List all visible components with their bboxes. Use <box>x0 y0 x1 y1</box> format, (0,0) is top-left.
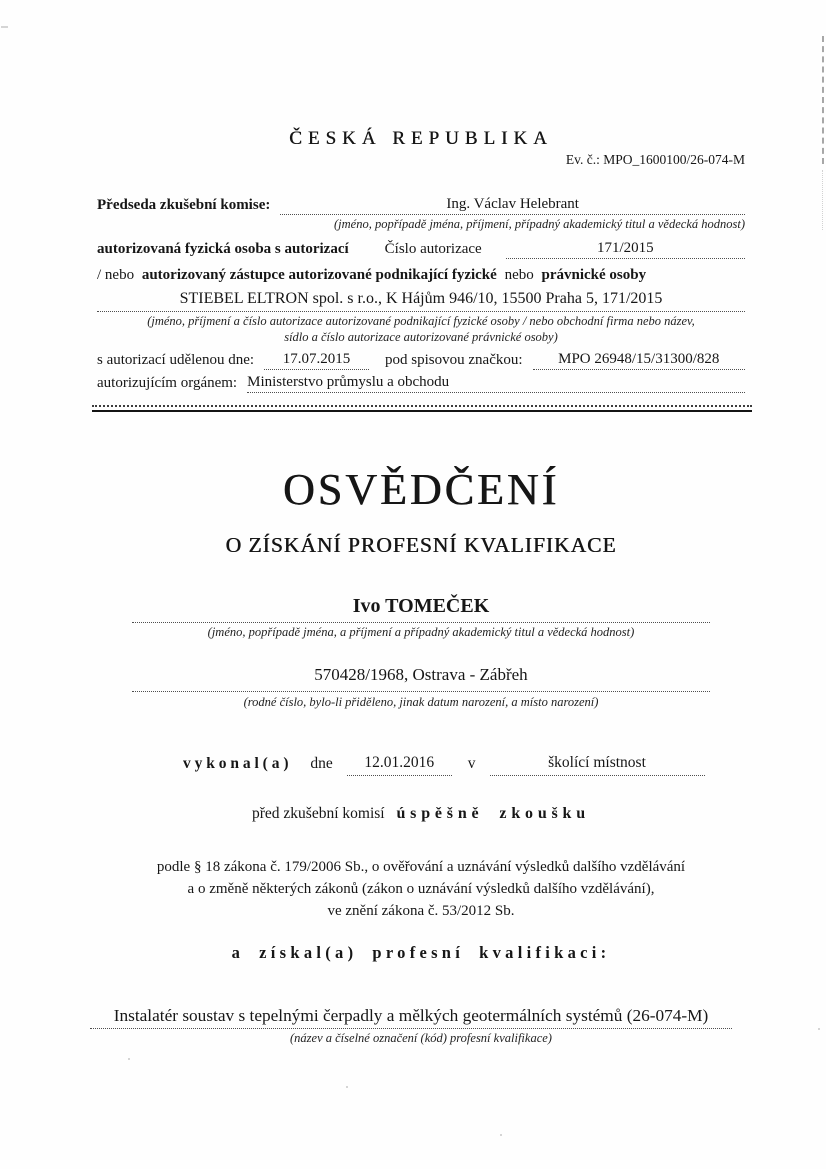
authorization-granted-row <box>97 349 745 370</box>
law-line-1: podle § 18 zákona č. 179/2006 Sb., o ověřování a uznávání výsledků dalšího vzdělávání <box>156 859 686 875</box>
certificate-subtitle: O ZÍSKÁNÍ PROFESNÍ KVALIFIKACE <box>225 533 617 557</box>
holder-birth-note: (rodné číslo, bylo-li přiděleno, jinak datum narození, a místo narození) <box>243 695 599 709</box>
authority-value: Ministerstvo průmyslu a obchodu <box>247 372 745 393</box>
company-note-2: sídlo a číslo autorizace autorizované právnické osoby) <box>284 330 558 344</box>
exam-place-value: školící místnost <box>490 751 705 776</box>
company-line: STIEBEL ELTRON spol. s r.o., K Hájům 946/10, 15500 Praha 5, 171/2015 <box>97 288 745 312</box>
exam-date-label: dne <box>310 755 333 772</box>
chairman-row <box>97 194 745 215</box>
granted-label: s autorizací udělenou dne: <box>97 352 255 368</box>
alt-bold-1: autorizovaný zástupce autorizované podnikající fyzické <box>141 267 497 283</box>
granted-date: 17.07.2015 <box>264 349 369 370</box>
scan-speck <box>500 1134 502 1136</box>
alt-prefix: / nebo <box>97 267 135 283</box>
authority-label: autorizujícím orgánem: <box>97 375 238 391</box>
auth-number-label: Číslo autorizace <box>384 241 482 257</box>
exam-row <box>183 751 745 776</box>
exam-date-value: 12.01.2016 <box>347 751 452 776</box>
authorized-person-label: autorizovaná fyzická osoba s autorizací <box>97 241 349 257</box>
scan-artifact-right-edge-2 <box>822 170 823 230</box>
auth-number-value: 171/2015 <box>506 238 745 259</box>
separator-dotted-line <box>92 405 752 407</box>
separator-solid-line <box>92 410 752 412</box>
law-paragraph <box>97 856 745 922</box>
scan-speck <box>818 1028 820 1030</box>
ev-number: Ev. č.: MPO_1600100/26-074-M <box>565 152 745 167</box>
file-number-value: MPO 26948/15/31300/828 <box>533 349 745 370</box>
qualification-note: (název a číselné označení (kód) profesní kvalifikace) <box>290 1031 552 1045</box>
scan-artifact-right-edge <box>822 36 824 164</box>
law-line-2: a o změně některých zákonů (zákon o uznávání výsledků dalšího vzdělávání), <box>187 881 655 897</box>
scan-artifact-corner <box>1 26 8 28</box>
performed-label: vykonal(a) <box>183 755 293 772</box>
authorized-person-row <box>97 238 745 259</box>
law-line-3: ve znění zákona č. 53/2012 Sb. <box>327 903 515 919</box>
chairman-label: Předseda zkušební komise: <box>97 197 271 213</box>
authorized-representative-line <box>97 265 745 285</box>
file-number-label: pod spisovou značkou: <box>385 352 523 368</box>
holder-name: Ivo TOMEČEK <box>132 594 710 623</box>
alt-bold-2: právnické osoby <box>541 267 647 283</box>
gained-qualification-label: a získal(a) profesní kvalifikaci: <box>231 943 611 962</box>
before-committee-text: před zkušební komisí <box>252 805 385 822</box>
qualification-name: Instalatér soustav s tepelnými čerpadly a mělkých geotermálních systémů (26-074-M) <box>90 1004 732 1029</box>
alt-mid: nebo <box>504 267 534 283</box>
success-text: úspěšně zkoušku <box>396 805 590 822</box>
chairman-note: (jméno, popřípadě jména, příjmení, případný akademický titul a vědecká hodnost) <box>333 217 745 231</box>
exam-in-label: v <box>467 755 476 772</box>
company-note-1: (jméno, příjmení a číslo autorizace autorizované podnikající fyzické osoby / nebo obchodní firma nebo název, <box>147 314 695 328</box>
country-title: ČESKÁ REPUBLIKA <box>289 128 553 149</box>
scan-speck <box>128 1058 130 1060</box>
authorizing-body-row <box>97 372 745 393</box>
holder-name-note: (jméno, popřípadě jména, a příjmení a případný akademický titul a vědecká hodnost) <box>207 625 635 639</box>
chairman-name: Ing. Václav Helebrant <box>280 194 745 215</box>
committee-result-line <box>97 802 745 826</box>
scan-speck <box>346 1086 348 1088</box>
header-separator <box>92 405 752 412</box>
certificate-title: OSVĚDČENÍ <box>282 465 560 514</box>
holder-birth-info: 570428/1968, Ostrava - Zábřeh <box>132 663 710 692</box>
